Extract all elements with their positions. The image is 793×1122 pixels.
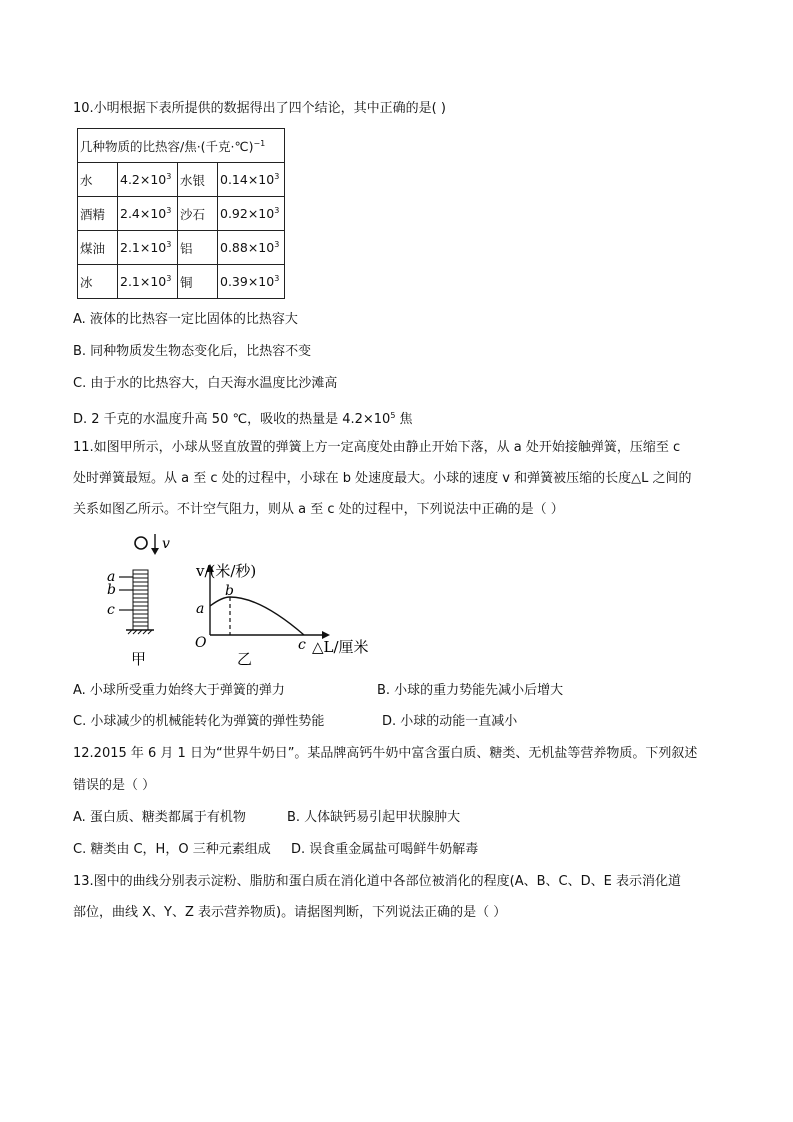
q13-stem-line2: 部位，曲线 X、Y、Z 表示营养物质)。请据图判断，下列说法正确的是（ ） <box>73 905 507 920</box>
specific-heat-table <box>77 128 285 299</box>
graph-y-label: v/(米/秒) <box>196 562 257 580</box>
q11-figure <box>100 528 390 673</box>
q11-option-d: D. 小球的动能一直减小 <box>382 714 518 729</box>
origin-label: O <box>195 635 207 651</box>
q12-option-d: D. 误食重金属盐可喝鲜牛奶解毒 <box>291 842 479 857</box>
table-cell: $2.1\times 10^3$ <box>118 265 178 299</box>
table-cell: $2.4\times 10^3$ <box>118 197 178 231</box>
table-cell: $4.2\times 10^3$ <box>118 163 178 197</box>
graph-x-label: △L/厘米 <box>312 638 369 656</box>
point-label-b: b <box>225 583 234 599</box>
figure-label-yi: 乙 <box>237 650 253 668</box>
q12-option-a: A. 蛋白质、糖类都属于有机物 <box>73 810 246 825</box>
table-row <box>78 231 285 265</box>
point-label-c: c <box>298 637 306 653</box>
table-cell: 酒精 <box>78 197 118 231</box>
table-cell: $2.1\times 10^3$ <box>118 231 178 265</box>
table-row <box>78 163 285 197</box>
table-cell: 铜 <box>178 265 218 299</box>
q12-option-c: C. 糖类由 C，H，O 三种元素组成 <box>73 842 271 857</box>
table-row <box>78 197 285 231</box>
table-cell: $0.92\times 10^3$ <box>218 197 285 231</box>
table-row <box>78 265 285 299</box>
q12-stem-line2: 错误的是（ ） <box>73 778 156 793</box>
table-cell: $0.39\times 10^3$ <box>218 265 285 299</box>
table-cell: 水银 <box>178 163 218 197</box>
table-header-row <box>78 129 285 163</box>
velocity-curve <box>210 597 304 635</box>
q10-option-a: A. 液体的比热容一定比固体的比热容大 <box>73 312 298 327</box>
table-cell: $0.88\times 10^3$ <box>218 231 285 265</box>
q10-option-c: C. 由于水的比热容大，白天海水温度比沙滩高 <box>73 376 338 391</box>
figure-label-jia: 甲 <box>131 650 147 668</box>
velocity-arrow <box>151 534 159 555</box>
q11-option-a: A. 小球所受重力始终大于弹簧的弹力 <box>73 683 285 698</box>
q12-option-b: B. 人体缺钙易引起甲状腺肿大 <box>287 810 461 825</box>
table-cell: 煤油 <box>78 231 118 265</box>
q10-option-b: B. 同种物质发生物态变化后，比热容不变 <box>73 344 312 359</box>
q11-stem-line1: 11.如图甲所示，小球从竖直放置的弹簧上方一定高度处由静止开始下落，从 a 处开始接触弹簧，压缩至 c <box>73 440 681 455</box>
q11-stem-line3: 关系如图乙所示。不计空气阻力，则从 a 至 c 处的过程中，下列说法中正确的是（ ） <box>73 502 564 517</box>
q10-option-d: D. 2 千克的水温度升高 50 ℃，吸收的热量是 $4.2\times 10^5$ 焦 <box>73 411 413 427</box>
spring-marks <box>119 577 133 610</box>
velocity-label: v <box>162 536 170 552</box>
spring-label-b: b <box>107 582 116 598</box>
table-header: 几种物质的比热容/焦·(千克·℃)$^{-1}$ <box>78 129 285 163</box>
q12-stem-line1: 12.2015 年 6 月 1 日为“世界牛奶日”。某品牌高钙牛奶中富含蛋白质、糖类、无机盐等营养物质。下列叙述 <box>73 746 698 761</box>
q10-stem: 10.小明根据下表所提供的数据得出了四个结论，其中正确的是( ) <box>73 101 446 116</box>
spring-label-c: c <box>107 602 115 618</box>
ball-icon <box>135 537 147 549</box>
table-cell: 水 <box>78 163 118 197</box>
q13-stem-line1: 13.图中的曲线分别表示淀粉、脂肪和蛋白质在消化道中各部位被消化的程度(A、B、C、D、E 表示消化道 <box>73 874 681 889</box>
table-cell: 铝 <box>178 231 218 265</box>
q11-stem-line2: 处时弹簧最短。从 a 至 c 处的过程中，小球在 b 处速度最大。小球的速度 v 和弹簧被压缩的长度△L 之间的 <box>73 471 692 486</box>
table-cell: $0.14\times 10^3$ <box>218 163 285 197</box>
table-cell: 冰 <box>78 265 118 299</box>
spring-label-a: a <box>107 569 116 585</box>
spring-icon <box>126 570 154 634</box>
q11-option-c: C. 小球减少的机械能转化为弹簧的弹性势能 <box>73 714 325 729</box>
point-label-a: a <box>196 601 205 617</box>
table-cell: 沙石 <box>178 197 218 231</box>
q11-option-b: B. 小球的重力势能先减小后增大 <box>377 683 564 698</box>
